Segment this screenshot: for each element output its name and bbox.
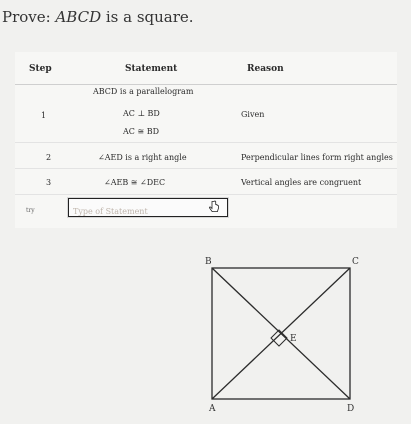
header-reason: Reason <box>247 64 284 74</box>
input-row-step: try <box>26 207 35 214</box>
row1-step: 1 <box>41 111 47 120</box>
row1-statement-1: ABCD is a parallelogram <box>93 87 194 96</box>
label-c: C <box>352 257 359 267</box>
header-statement: Statement <box>125 64 178 74</box>
row3-reason: Vertical angles are congruent <box>241 178 362 187</box>
row3-statement: ∠AEB ≅ ∠DEC <box>104 178 166 187</box>
row2-step: 2 <box>46 153 52 162</box>
row3-step: 3 <box>46 178 52 187</box>
row1-statement-2: AC ⊥ BD <box>123 109 160 118</box>
prompt-figure: ABCD <box>55 8 102 26</box>
label-e: E <box>290 334 297 344</box>
header-step: Step <box>29 64 52 74</box>
prompt-suffix: is a square. <box>101 8 194 26</box>
row2-reason: Perpendicular lines form right angles <box>241 153 393 162</box>
row1-reason: Given <box>241 110 265 119</box>
row2-statement: ∠AED is a right angle <box>98 153 187 162</box>
prompt-prefix: Prove: <box>2 8 56 26</box>
label-a: A <box>209 404 216 414</box>
row1-statement-3: AC ≅ BD <box>123 127 159 136</box>
label-b: B <box>205 257 212 267</box>
label-d: D <box>347 404 355 414</box>
